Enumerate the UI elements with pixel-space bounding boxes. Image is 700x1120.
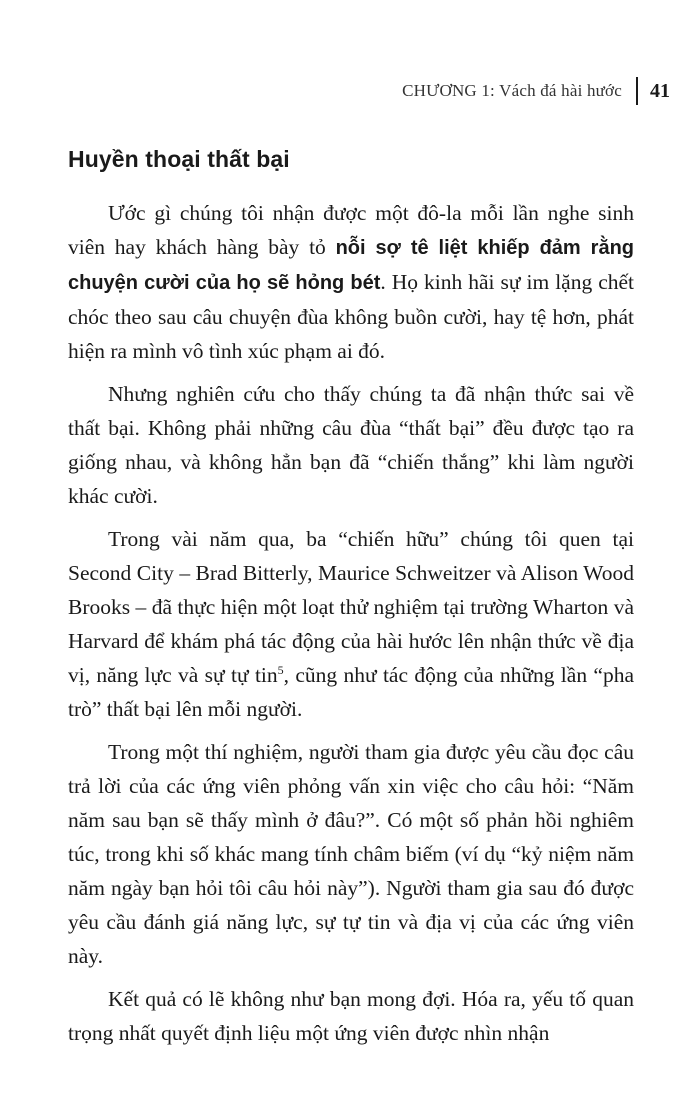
page-number: 41 [650, 79, 670, 102]
emphasis-text: nỗi sợ tê liệt khiếp đảm rằng chuyện cười của họ sẽ hỏng bét [68, 237, 634, 294]
section-title: Huyền thoại thất bại [68, 146, 290, 172]
paragraph-4: Trong một thí nghiệm, người tham gia được yêu cầu đọc câu trả lời của các ứng viên phỏng vấn xin việc cho câu hỏi: “Năm năm sau bạn sẽ thấy mình ở đâu?”. Có một số phản hồi nghiêm túc, trong khi số khác mang tính châm biếm (ví dụ “kỷ niệm năm năm ngày bạn hỏi tôi câu hỏi này”). Người tham gia sau đó được yêu cầu đánh giá năng lực, sự tự tin và địa vị của các ứng viên này. [68, 740, 634, 968]
body-text [68, 196, 634, 1059]
footnote-marker: 5 [277, 662, 284, 677]
paragraph-text: Trong vài năm qua, ba “chiến hữu” chúng tôi quen tại Second City – Brad Bitterly, Maurice Schweitzer và Alison Wood Brooks – đã thực hiện một loạt thử nghiệm tại trường Wharton và Harvard để khám phá tác động của hài hước lên nhận thức về địa vị, năng lực và sự tự tin [68, 527, 634, 687]
paragraph-1 [68, 196, 634, 368]
running-header [402, 78, 670, 104]
chapter-title: CHƯƠNG 1: Vách đá hài hước [402, 81, 622, 100]
paragraph-text: . Họ kinh hãi sự im lặng chết chóc theo sau câu chuyện đùa không buồn cười, hay tệ hơn, phát hiện ra mình vô tình xúc phạm ai đó. [68, 270, 635, 363]
paragraph-2: Nhưng nghiên cứu cho thấy chúng ta đã nhận thức sai về thất bại. Không phải những câu đùa “thất bại” đều được tạo ra giống nhau, và không hẳn bạn đã “chiến thắng” khi làm người khác cười. [68, 382, 634, 508]
paragraph-text: , cũng như tác động của những lần “pha trò” thất bại lên mỗi người. [68, 663, 634, 721]
paragraph-text: Ước gì chúng tôi nhận được một đô-la mỗi lần nghe sinh viên hay khách hàng bày tỏ [68, 201, 634, 259]
paragraph-5: Kết quả có lẽ không như bạn mong đợi. Hóa ra, yếu tố quan trọng nhất quyết định liệu một ứng viên được nhìn nhận [68, 987, 634, 1045]
paragraph-3 [68, 522, 634, 726]
header-divider [636, 77, 638, 105]
